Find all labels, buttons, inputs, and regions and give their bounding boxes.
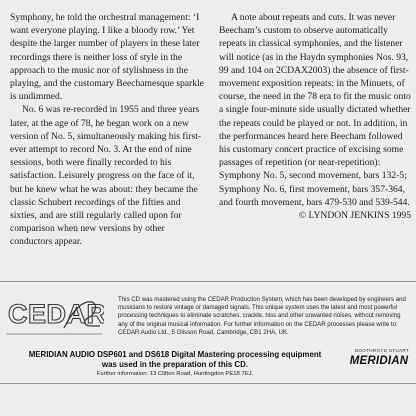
cedar-description: This CD was mastered using the CEDAR Production System, which has been developed by engineers and musicians to restore vintage or damaged signals. This unique system uses the latest and most powerful processing techniques to eliminate scratches, crackle, hiss and other unwanted noises, without removing any of the original musical information. For further information on the CEDAR processes please write to: CEDAR Audio Ltd., 5 Glisson Road, Cambridge, CB1 2HA, UK. — [118, 296, 406, 336]
copyright-signature: © LYNDON JENKINS 1995 — [298, 210, 411, 222]
meridian-headline — [10, 350, 340, 370]
notes-left-column — [10, 11, 206, 249]
cedar-logo-text: CEDAR — [8, 299, 104, 329]
cedar-logo — [6, 292, 104, 340]
boothroyd-stuart-label: BOOTHROYD STUART — [355, 348, 409, 353]
meridian-headline-2: was used in the preparation of this CD. — [102, 360, 248, 369]
notes-paragraph: Symphony, he told the orchestral management: ‘I want everyone playing. I like a bloody row.’ Yet despite the larger number of players in these later recordings there is neither loss of style in the approach to the music nor of stylishness in the playing, and the customary Beechamesque sparkle is undimmed. — [10, 12, 204, 103]
meridian-address: Further information: 13 Clifton Road, Huntingdon PE18 7EJ. — [96, 371, 254, 377]
meridian-logo: MERIDIAN — [349, 355, 409, 367]
notes-right-column — [219, 11, 411, 222]
notes-paragraph: No. 6 was re-recorded in 1955 and three years later, at the age of 78, he began work on a new version of No. 5, simultaneously making his first-ever attempt to record No. 3. At the end of nine sessions, both were finally recorded to his satisfaction. Leisurely progress on the face of it, but he knew what he was about: they became the classic Schubert recordings of the fifties and sixties, and are still regularly called upon for comparison when new versions by other conductors appear. — [10, 104, 202, 248]
section-divider — [0, 281, 416, 282]
bottom-divider — [0, 383, 416, 384]
meridian-headline-1: MERIDIAN AUDIO DSP601 and DS618 Digital Mastering processing equipment — [28, 350, 322, 359]
cedar-logo-graphic — [6, 292, 104, 340]
notes-paragraph: A note about repeats and cuts. It was never Beecham’s custom to observe automatically repeats in classical symphonies, and the listener will notice (as in the Haydn symphonies Nos. 93, 99 and 104 on 2CDAX2003) the absence of first-movement exposition repeats; in the Minuets, of course, the need in the 78 era to fit the music onto a single four-minute side usually dictated whether the repeats could be played or not. In addition, in the performances heard here Beecham followed his customary concert practice of excising some passages of repetition (or near-repetition): Symphony No. 5, second movement, bars 132-5; Symphony No. 6, first movement, bars 357-364, and fourth movement, bars 479-530 and 539-544. — [219, 12, 411, 208]
